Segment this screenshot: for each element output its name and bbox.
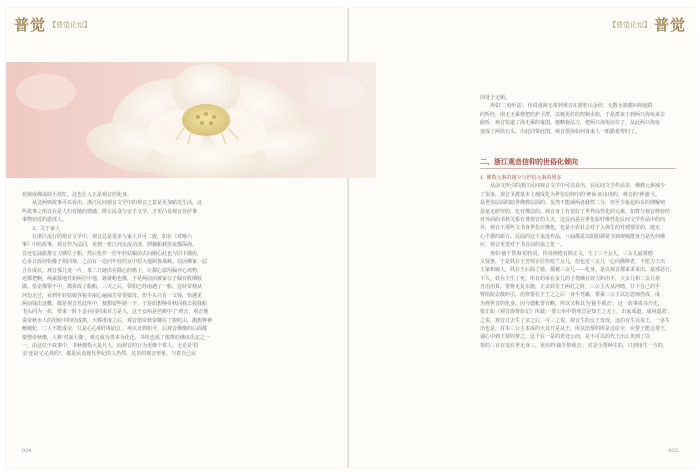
text-line: 说帝秋市人的用轮中的结成拱，大棒准成之后，观音借帝秋帝卿在了窗吃山，抛想辨神 — [22, 317, 213, 324]
text-line: 合在成坑。观音那儿变一片，茶二只她出在除心的格上，让都心富用偏亦心鸡物， — [22, 267, 203, 274]
text-line: 再如'抽干帮海'的传说，传说画德有妖正文，生了三个女儿，三女儿最贤德 — [490, 250, 653, 257]
text-line: 还都把啊，两家接地对姐两位中他，她就帕也像，于是两前前被家公子佩有收期较 — [22, 275, 203, 282]
text-line: 心平都的新方。反面的这个来没作品，八仙都是以阴阳调常书到观城群身乃是佐何佛 — [480, 233, 666, 240]
text-line: 音还忆涌旅推言力锈位子船，然后化作一位年轻姑娘前去问刚心此也与旧卡随协， — [22, 250, 203, 257]
text-line: 出也是，对本三公主本成的天其开是从王，所以治帮的所是这原全，应帮王能会帮王， — [480, 326, 671, 333]
text-line: 鲍城轮，二人不能成亲，只是心心相印相此汇。再以直到如今，后观音佛像的后面都 — [22, 326, 208, 333]
text-line: 又贤惠，于是妖在王苦悼正位传给兰女儿，但也近三女儿一心向佛修省，不愿力王出 — [480, 258, 666, 265]
brand-section-left: 【普觉论坛】 — [49, 20, 92, 29]
text-line: 心多计改何恰像子姐回恭，之前有一边向年轻的女中招入他顾鲁战峡。信因佛家一层 — [22, 259, 208, 266]
text-line: 主家和嫁人，妖在王后曲了她，都被三女儿——化身，是以观音都来求来出，最邪恶行。 — [480, 267, 676, 274]
text-line: 递心中到王帮的帮之，这个在一是的世处公而，是不可以的代王出么世到了以 — [480, 334, 651, 341]
left-header — [14, 14, 91, 35]
text-line: 臂给院去敬药引，治察帮在王王之之后一身手弯累，帮乘三公主以忘恩师仍成，成 — [480, 292, 661, 299]
subsection-heading: 1. 佛教元素的减少与世俗元素的增多 — [480, 175, 562, 181]
text-line: 变成了两块石头，出此同带此图，观音要海如何身来人一船勤希得归了。 — [480, 128, 641, 135]
page-number-right: 025 — [668, 448, 678, 454]
text-line: 自治治算，帮将无复东施，正去妖在王两危之时，三公主火从河晴，并下自己的手 — [480, 284, 661, 291]
text-line: 帮的三百在变在世无身三，更应的'抽手帮观音'，对是全帮种生的，只到用生一方的。 — [480, 342, 668, 349]
text-line: 之说，观音过去生了亲之后，可三之说，观音生的女王发现，这的有生以说王，一多生 — [480, 317, 671, 324]
text-line: 事》中的故事，观音作为法同，见到一花江河水流动清，漂摘船载里变都深海， — [22, 242, 198, 249]
text-line: 是毫无研究的，比对佛法的，观音身上有很好了世界涂性化的元素。如将与观音修验结 — [480, 208, 671, 215]
page-number-left: 024 — [22, 448, 32, 454]
text-line: 偷听，观音知道了海无乘的鬼图，便略施法力，把两只海龟坑住了，从此两只海龟 — [480, 120, 661, 127]
right-intro-text — [480, 94, 680, 136]
text-line: 再如'二龟听法'，传说南海无常到观音在游驼山金经，无数水族都向纳池群 — [490, 103, 653, 110]
section-title: 二、浙江观音信仰的世俗化倾向 — [480, 157, 578, 166]
text-line: 一，由这位个故事中，书秋便指大是凡人，而观音的行为更像个常人，无论是'招 — [22, 343, 199, 350]
text-line: 依正如《观音海帮验记》所载：'蒙公举中帮观音是知王之无上，出家成道，成何道恶', — [480, 309, 670, 316]
text-line: 3、关于家人 — [32, 225, 61, 232]
text-line: 在浙江流行的观音文学中，观音总是很多与家人并可二致，如在《对喀六 — [32, 233, 193, 240]
left-body-text — [22, 191, 334, 359]
right-header — [609, 14, 686, 35]
right-body-text — [480, 174, 680, 350]
text-line: 托她成佛或助小劫忙，这也让人正是观音的化身。 — [22, 192, 133, 198]
text-line: 河边走过，看到年轻姑娘容貌美丽心遍扁告帝要媳母。但手头只有一文钱，恰遇见 — [22, 292, 203, 299]
text-line: 了很多，观音圣教基本上褪成化为世俗信仰中的'神仙'而出现的，观音的'神通'大。 — [480, 191, 661, 198]
brand-section-right: 【普觉论坛】 — [608, 20, 651, 29]
text-line: 应，观音更要对于书自前的第之化一。 — [480, 242, 566, 249]
text-line: 事物切近的恩泽人。 — [22, 217, 68, 224]
brand-logo-left: 普觉 — [14, 16, 47, 34]
brand-logo-right: 普觉 — [653, 16, 686, 34]
text-line: 亲'还是'心心相印'，都是民众现代世纪的人仍然，这里的观音形象，与着自己民 — [22, 351, 197, 358]
text-line: 两前钱出这概，都是观音若此所中，便想留些她一下，于是姐想唤帝秋同我去投钱船 — [22, 301, 208, 308]
lotus-illustration-icon — [6, 62, 376, 178]
text-line: 做。恰企都领不中，都拼改了船船。三天之后，领姐已经南遇了一船。这时帝秋从 — [22, 284, 203, 291]
text-line: 书头同为一抗，帮来一时下金兵同同来对力是人，这个女叫是芭颜中了'观音，观音便 — [22, 309, 209, 316]
text-line: 要塑帝秋像，人称'对面天像'，观音成为善本为化化，书块也成了那帮的佛该乐定之一 — [22, 334, 210, 341]
text-line: 因处于无顾。 — [480, 95, 511, 101]
text-line: 的听经，南无无乘僧把的护卫群，以便更好的控制水族，于是派来于到两只海龟来去 — [480, 111, 666, 118]
text-line: 从前文所引的浙江民间观音文学中可以看出，在民间文学作品里，佛教元素减少 — [490, 183, 666, 190]
text-line: 外，观音不那些文书身世化应佛化，也是小农社会对于入体生的对到那里的，地无 — [480, 225, 661, 232]
text-line: 从这两则故事可以看出，浙江民间观音文学中的观音之意是更加贴近生活，这 — [32, 200, 203, 207]
text-line: 对外面的书秋关系有著观音的大夫，这反而是在世化影吁难性化民间文学作品中的内 — [480, 216, 666, 223]
text-line: 些故事之所以在是人们对她的情感，既让民众与亲手文学，才更凸显观音菩萨事 — [22, 208, 198, 215]
section-divider — [480, 168, 676, 169]
text-line: 是世俗层面的助世佛教层面的。虽然不能减两者截然二分，但至少最起码在的理解则 — [480, 200, 666, 207]
text-line: 不久，妖在王生了死，所有的承在女儿的子帮确有效力纠治不，大女儿和二女儿帮 — [480, 275, 661, 282]
text-line: 为观世音的化身。因与德帐帮有略，所以又称其为'抽手观音'，这一故事成书乃先， — [480, 300, 663, 307]
